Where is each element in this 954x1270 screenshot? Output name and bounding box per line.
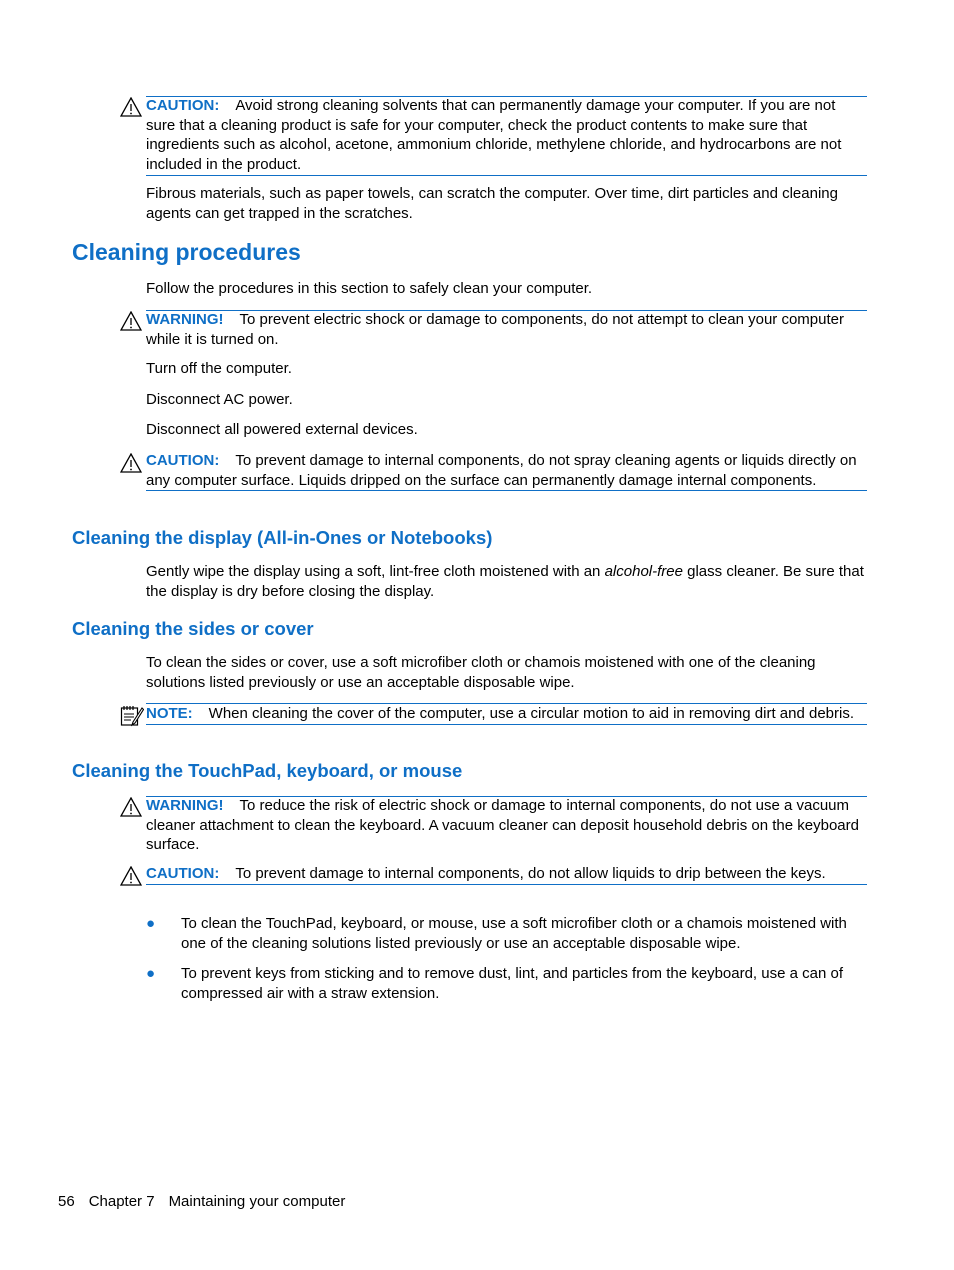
list-item: To clean the TouchPad, keyboard, or mouse, use a soft microfiber cloth or a chamois moistened with one of the cleaning solutions listed previously or use an acceptable disposable wipe. [181, 915, 847, 952]
note-label: NOTE: [146, 705, 193, 722]
note-text: When cleaning the cover of the computer, use a circular motion to aid in removing dirt and debris. [208, 705, 855, 722]
display-paragraph [146, 562, 868, 601]
caution-label: CAUTION: [146, 452, 220, 469]
warning-triangle-icon [120, 797, 142, 817]
step-item: Disconnect AC power. [146, 391, 293, 408]
step-item: Turn off the computer. [146, 360, 292, 377]
fibrous-paragraph: Fibrous materials, such as paper towels, can scratch the computer. Over time, dirt particles and cleaning agents can get trapped in the scratches. [146, 185, 838, 222]
note-pad-icon [120, 705, 144, 727]
page-footer [58, 1192, 359, 1212]
warning-triangle-icon [120, 866, 142, 886]
caution-notice [146, 864, 867, 885]
caution-text: To prevent damage to internal components, do not allow liquids to drip between the keys. [235, 865, 826, 882]
bullet-marker: ● [146, 915, 156, 932]
warning-label: WARNING! [146, 797, 224, 814]
step-item: Disconnect all powered external devices. [146, 421, 418, 438]
bullet-marker: ● [146, 965, 156, 982]
list-item: To prevent keys from sticking and to remove dust, lint, and particles from the keyboard, use a can of compressed air with a straw extension. [181, 965, 843, 1002]
warning-label: WARNING! [146, 311, 224, 328]
chapter-label: Chapter 7 [88, 1193, 155, 1210]
warning-text: To reduce the risk of electric shock or damage to internal components, do not use a vacuum cleaner attachment to clean the keyboard. A vacuum cleaner can deposit household debris on the keyboard surface. [146, 797, 859, 853]
note-notice [146, 703, 867, 725]
caution-label: CAUTION: [146, 97, 220, 114]
warning-triangle-icon [120, 311, 142, 331]
warning-triangle-icon [120, 453, 142, 473]
sides-paragraph: To clean the sides or cover, use a soft microfiber cloth or chamois moistened with one of the cleaning solutions listed previously or use an acceptable disposable wipe. [146, 654, 816, 691]
caution-label: CAUTION: [146, 865, 220, 882]
page-number: 56 [58, 1193, 75, 1210]
display-text-italic: alcohol-free [604, 563, 683, 580]
intro-paragraph: Follow the procedures in this section to safely clean your computer. [146, 280, 593, 297]
caution-notice [146, 451, 867, 491]
warning-notice [146, 796, 867, 856]
warning-text: To prevent electric shock or damage to components, do not attempt to clean your computer while it is turned on. [146, 311, 844, 348]
warning-triangle-icon [120, 97, 142, 117]
subsection-title-sides: Cleaning the sides or cover [72, 618, 314, 639]
caution-text: To prevent damage to internal components, do not spray cleaning agents or liquids directly on any computer surface. Liquids dripped on the surface can permanently damage internal components. [146, 452, 857, 489]
caution-notice [146, 96, 867, 176]
subsection-title-display: Cleaning the display (All-in-Ones or Notebooks) [72, 527, 493, 548]
chapter-title: Maintaining your computer [168, 1193, 346, 1210]
section-title: Cleaning procedures [72, 239, 301, 265]
display-text-after: glass cleaner. Be sure that the display is dry before closing the display. [146, 563, 864, 600]
caution-text: Avoid strong cleaning solvents that can permanently damage your computer. If you are not sure that a cleaning product is safe for your computer, check the product contents to make sure that ingredients such as alcohol, acetone, ammonium chloride, methylene chloride, and hydrocarbons are not included in the product. [146, 97, 842, 173]
warning-notice [146, 310, 867, 350]
subsection-title-touchpad: Cleaning the TouchPad, keyboard, or mouse [72, 760, 463, 781]
display-text-before: Gently wipe the display using a soft, lint-free cloth moistened with an [146, 563, 605, 580]
